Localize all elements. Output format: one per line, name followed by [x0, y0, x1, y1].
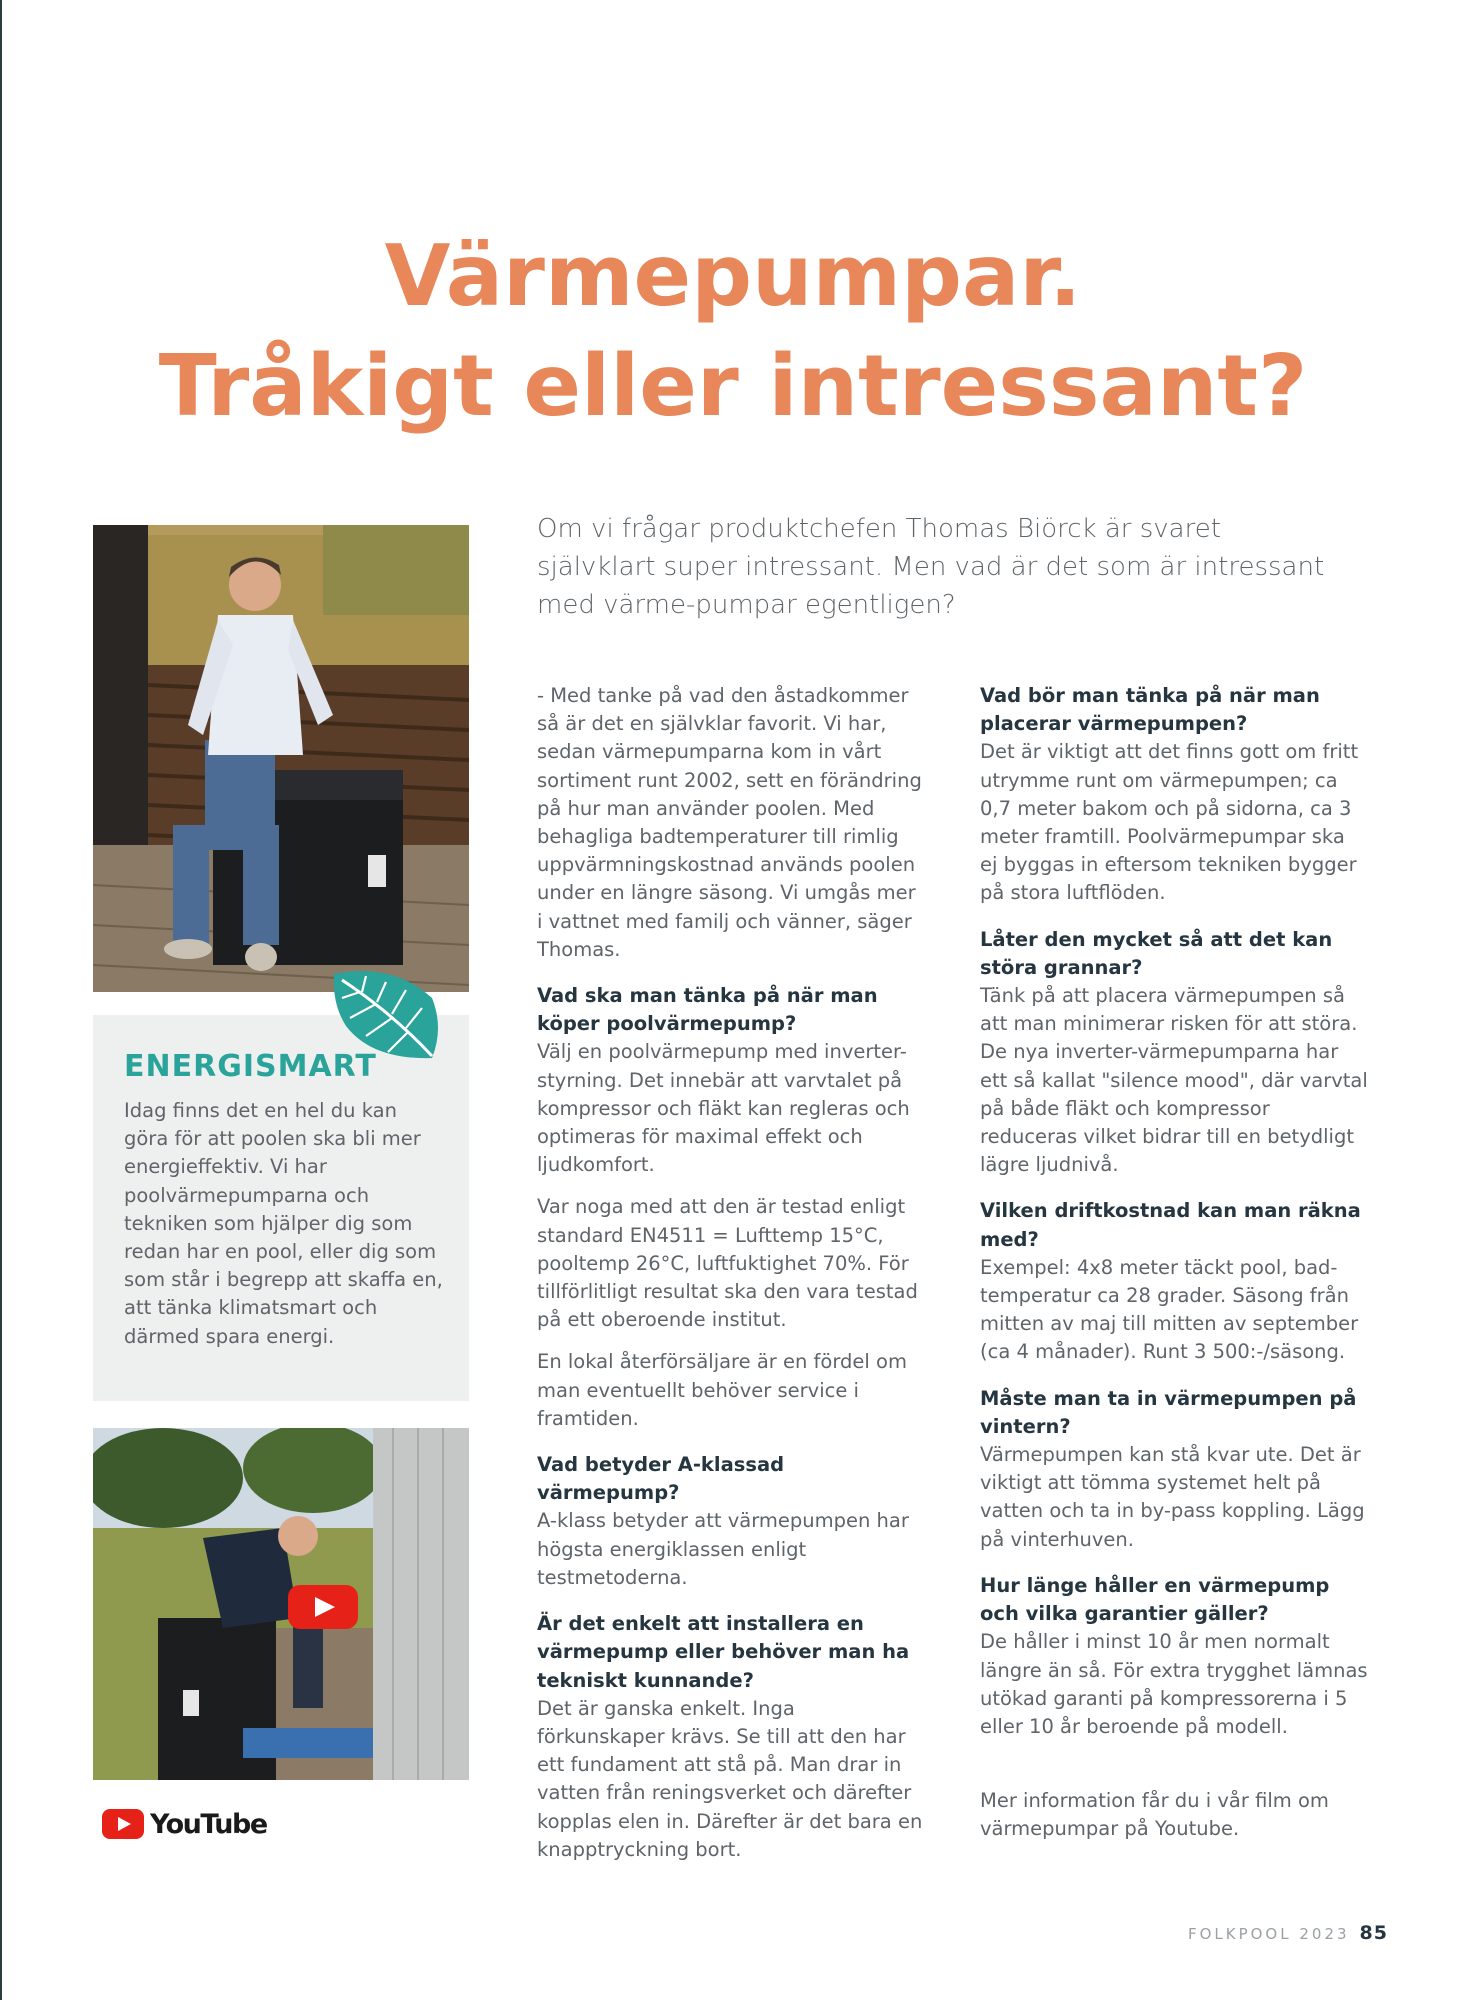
question-6: Vilken driftkostnad kan man räkna med?	[980, 1199, 1361, 1251]
article-column-1	[537, 682, 925, 1882]
qa-block-8	[980, 1572, 1368, 1741]
answer-6: Exempel: 4x8 meter täckt pool, bad-temperatur ca 28 grader. Säsong från mitten av maj till mitten av september (ca 4 månader). Runt 3 500:-/säsong.	[980, 1255, 1359, 1364]
qa-block-5	[980, 926, 1368, 1180]
energismart-title: ENERGISMART	[124, 1049, 377, 1084]
page-number: 85	[1359, 1922, 1388, 1944]
page-footer	[1188, 1922, 1388, 1944]
answer-3: Det är ganska enkelt. Inga förkunskaper krävs. Se till att den har ett fundament att stå på. Man drar in vatten från reningsverket och därefter kopplas elen in. Därefter är det bara en knapptryckning bort.	[537, 1696, 923, 1861]
footer-brand: FOLKPOOL 2023	[1187, 1925, 1350, 1943]
answer-7: Värmepumpen kan stå kvar ute. Det är viktigt att tömma systemet helt på vatten och ta in by-pass koppling. Lägg på vinterhuven.	[980, 1443, 1365, 1551]
question-4: Vad bör man tänka på när man placerar värmepumpen?	[980, 684, 1320, 736]
answer-4: Det är viktigt att det finns gott om fritt utrymme runt om värmepumpen; ca 0,7 meter bakom och på sidorna, ca 3 meter framtill. Poolvärmepumpar ska ej byggas in eftersom tekniken bygger på stora luftflöden.	[980, 740, 1359, 905]
answer-5: Tänk på att placera värmepumpen så att man minimerar risken för att störa. De nya inverter-värmepumparna har ett så kallat "silence mood", där varvtal på både fläkt och kompressor reduceras vilket bidrar till en betydligt lägre ljudnivå.	[980, 984, 1368, 1177]
energismart-text: Idag finns det en hel du kan göra för att poolen ska bli mer energieffektiv. Vi har poolvärmepumparna och tekniken som hjälper dig som redan har en pool, eller dig som som står i begrepp att skaffa en, att tänka klimatsmart och därmed spara energi.	[124, 1099, 443, 1348]
question-8: Hur länge håller en värmepump och vilka garantier gäller?	[980, 1573, 1330, 1626]
video-thumbnail[interactable]	[93, 1428, 469, 1780]
question-2: Vad betyder A-klassad värmepump?	[537, 1453, 785, 1505]
answer-1: Välj en poolvärmepump med inverter-styrning. Det innebär att varvtalet på kompressor och fläkt kan regleras och optimeras för maximal effekt och ljudkomfort.	[537, 1040, 910, 1177]
answer-1c: En lokal återförsäljare är en fördel om man eventuellt behöver service i framtiden.	[537, 1350, 907, 1430]
qa-block-4	[980, 682, 1368, 908]
article-column-2	[980, 682, 1368, 1858]
qa-block-2	[537, 1451, 925, 1592]
answer-8: De håller i minst 10 år men normalt längre än så. För extra trygghet lämnas utökad garanti på kompressorerna i 5 eller 10 år beroende på modell.	[980, 1630, 1368, 1738]
qa-block-7	[980, 1385, 1368, 1554]
qa-block-3	[537, 1610, 925, 1864]
energismart-box	[93, 1015, 469, 1401]
title-line-1: Värmepumpar.	[384, 227, 1082, 326]
outro-paragraph: Mer information får du i vår film om värmepumpar på Youtube.	[980, 1789, 1329, 1841]
leaf-icon	[332, 968, 442, 1060]
qa-block-6	[980, 1197, 1368, 1366]
play-button-icon[interactable]	[288, 1585, 358, 1629]
question-5: Låter den mycket så att det kan störa grannar?	[980, 927, 1333, 979]
qa-block-1	[537, 982, 925, 1433]
question-7: Måste man ta in värmepumpen på vintern?	[980, 1386, 1357, 1438]
title-line-2: Tråkigt eller intressant?	[158, 337, 1308, 436]
intro-paragraph: - Med tanke på vad den åstadkommer så är det en självklar favorit. Vi har, sedan värmepumparna kom in vårt sortiment runt 2002, sett en förändring på hur man använder poolen. Med behagliga badtemperaturer till rimlig uppvärmningskostnad används poolen under en längre säsong. Vi umgås mer i vattnet med familj och vänner, säger Thomas.	[537, 684, 922, 961]
question-1: Vad ska man tänka på när man köper poolvärmepump?	[537, 984, 878, 1036]
answer-2: A-klass betyder att värmepumpen har högsta energiklassen enligt testmetoderna.	[537, 1509, 909, 1589]
photo-man-on-heatpump	[93, 525, 469, 992]
youtube-wordmark: YouTube	[150, 1808, 267, 1840]
lead-paragraph: Om vi frågar produktchefen Thomas Biörck är svaret självklart super intressant. Men vad är det som är intressant med värme-pumpar egentligen?	[537, 514, 1325, 620]
youtube-icon	[102, 1809, 144, 1839]
question-3: Är det enkelt att installera en värmepump eller behöver man ha tekniskt kunnande?	[537, 1612, 910, 1692]
youtube-logo[interactable]	[102, 1808, 267, 1840]
answer-1b: Var noga med att den är testad enligt standard EN4511 = Lufttemp 15°C, pooltemp 26°C, luftfuktighet 70%. För tillförlitligt resultat ska den vara testad på ett oberoende institut.	[537, 1195, 918, 1332]
